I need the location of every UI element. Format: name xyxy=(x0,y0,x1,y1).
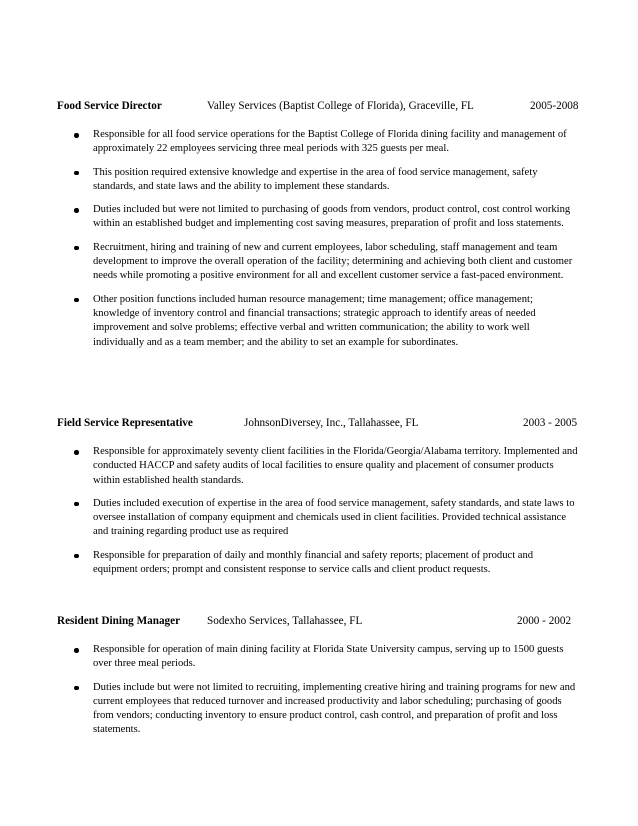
duty-text: Duties included execution of expertise in the area of food service management, safety standards, and state laws to oversee installation of company equipment and chemicals used in client facilities. Provided technical assistance and training regarding product use as required xyxy=(93,497,575,538)
job-header xyxy=(57,99,580,113)
duty-text: Responsible for all food service operations for the Baptist College of Florida dining facility and management of approximately 22 employees servicing three meal periods with 325 guests per meal. xyxy=(93,129,567,155)
bullet-icon xyxy=(74,502,79,507)
duty-text: Responsible for approximately seventy client facilities in the Florida/Georgia/Alabama territory. Implemented and conducted HACCP and safety audits of local facilities to ensure quality and placement of consumer products within established health standards. xyxy=(93,446,578,486)
job-dates: 2003 - 2005 xyxy=(523,417,578,429)
job-header xyxy=(57,416,580,430)
duty-text: Other position functions included human resource management; time management; office management; knowledge of inventory control and financial transactions; strategic approach to identify areas of needed improvement and solve problems; effective verbal and written communication; the ability to work well individually and as a team member; and the ability to set an example for subordinates. xyxy=(93,293,536,348)
bullet-icon xyxy=(74,208,79,213)
bullet-icon xyxy=(74,246,79,251)
job-food-service-director xyxy=(57,99,580,350)
duty-item xyxy=(57,681,580,738)
job-duties-list xyxy=(57,643,580,738)
duty-item xyxy=(57,128,580,157)
duty-item xyxy=(57,166,580,195)
job-organization: JohnsonDiversey, Inc., Tallahassee, FL xyxy=(244,417,419,429)
duty-item xyxy=(57,203,580,232)
bullet-icon xyxy=(74,171,79,176)
duty-item xyxy=(57,549,580,578)
duty-text: Duties include but were not limited to recruiting, implementing creative hiring and training programs for new and current employees that reduced turnover and increased productivity and labor scheduling; purchasing of goods from vendors; conducting inventory to ensure product control, cash control, and preparation of profit and loss statements. xyxy=(93,681,576,736)
duty-text: Responsible for operation of main dining facility at Florida State University campus, serving up to 1500 guests over three meal periods. xyxy=(93,644,564,670)
duty-item xyxy=(57,445,580,488)
duty-item xyxy=(57,241,580,284)
duty-text: Recruitment, hiring and training of new and current employees, labor scheduling, staff management and team development to improve the overall operation of the facility; determining and achieving both client and customer needs while promoting a positive environment for all and excellent customer service a fast-paced environment. xyxy=(93,241,573,282)
bullet-icon xyxy=(74,554,79,559)
job-organization: Sodexho Services, Tallahassee, FL xyxy=(207,615,363,627)
job-field-service-representative xyxy=(57,416,580,577)
duty-text: Duties included but were not limited to purchasing of goods from vendors, product control, cost control working within an established budget and implementing cost saving measures, preparation of profit and loss statements. xyxy=(93,204,571,230)
job-title: Food Service Director xyxy=(57,100,162,112)
bullet-icon xyxy=(74,686,79,691)
duty-text: Responsible for preparation of daily and monthly financial and safety reports; placement of product and equipment orders; prompt and consistent response to service calls and client product requests. xyxy=(93,549,534,576)
job-resident-dining-manager xyxy=(57,614,580,738)
bullet-icon xyxy=(74,450,79,455)
job-dates: 2005-2008 xyxy=(530,100,579,112)
job-duties-list xyxy=(57,128,580,350)
job-duties-list xyxy=(57,445,580,577)
bullet-icon xyxy=(74,648,79,653)
job-organization: Valley Services (Baptist College of Florida), Graceville, FL xyxy=(207,100,474,112)
duty-item xyxy=(57,293,580,350)
job-title: Field Service Representative xyxy=(57,417,193,429)
duty-item xyxy=(57,497,580,540)
bullet-icon xyxy=(74,298,79,303)
job-title: Resident Dining Manager xyxy=(57,615,181,627)
duty-text: This position required extensive knowledge and expertise in the area of food service management, safety standards, and state laws and the ability to implement these standards. xyxy=(93,166,538,192)
job-header xyxy=(57,614,580,628)
duty-item xyxy=(57,643,580,672)
job-dates: 2000 - 2002 xyxy=(517,615,572,627)
bullet-icon xyxy=(74,133,79,138)
